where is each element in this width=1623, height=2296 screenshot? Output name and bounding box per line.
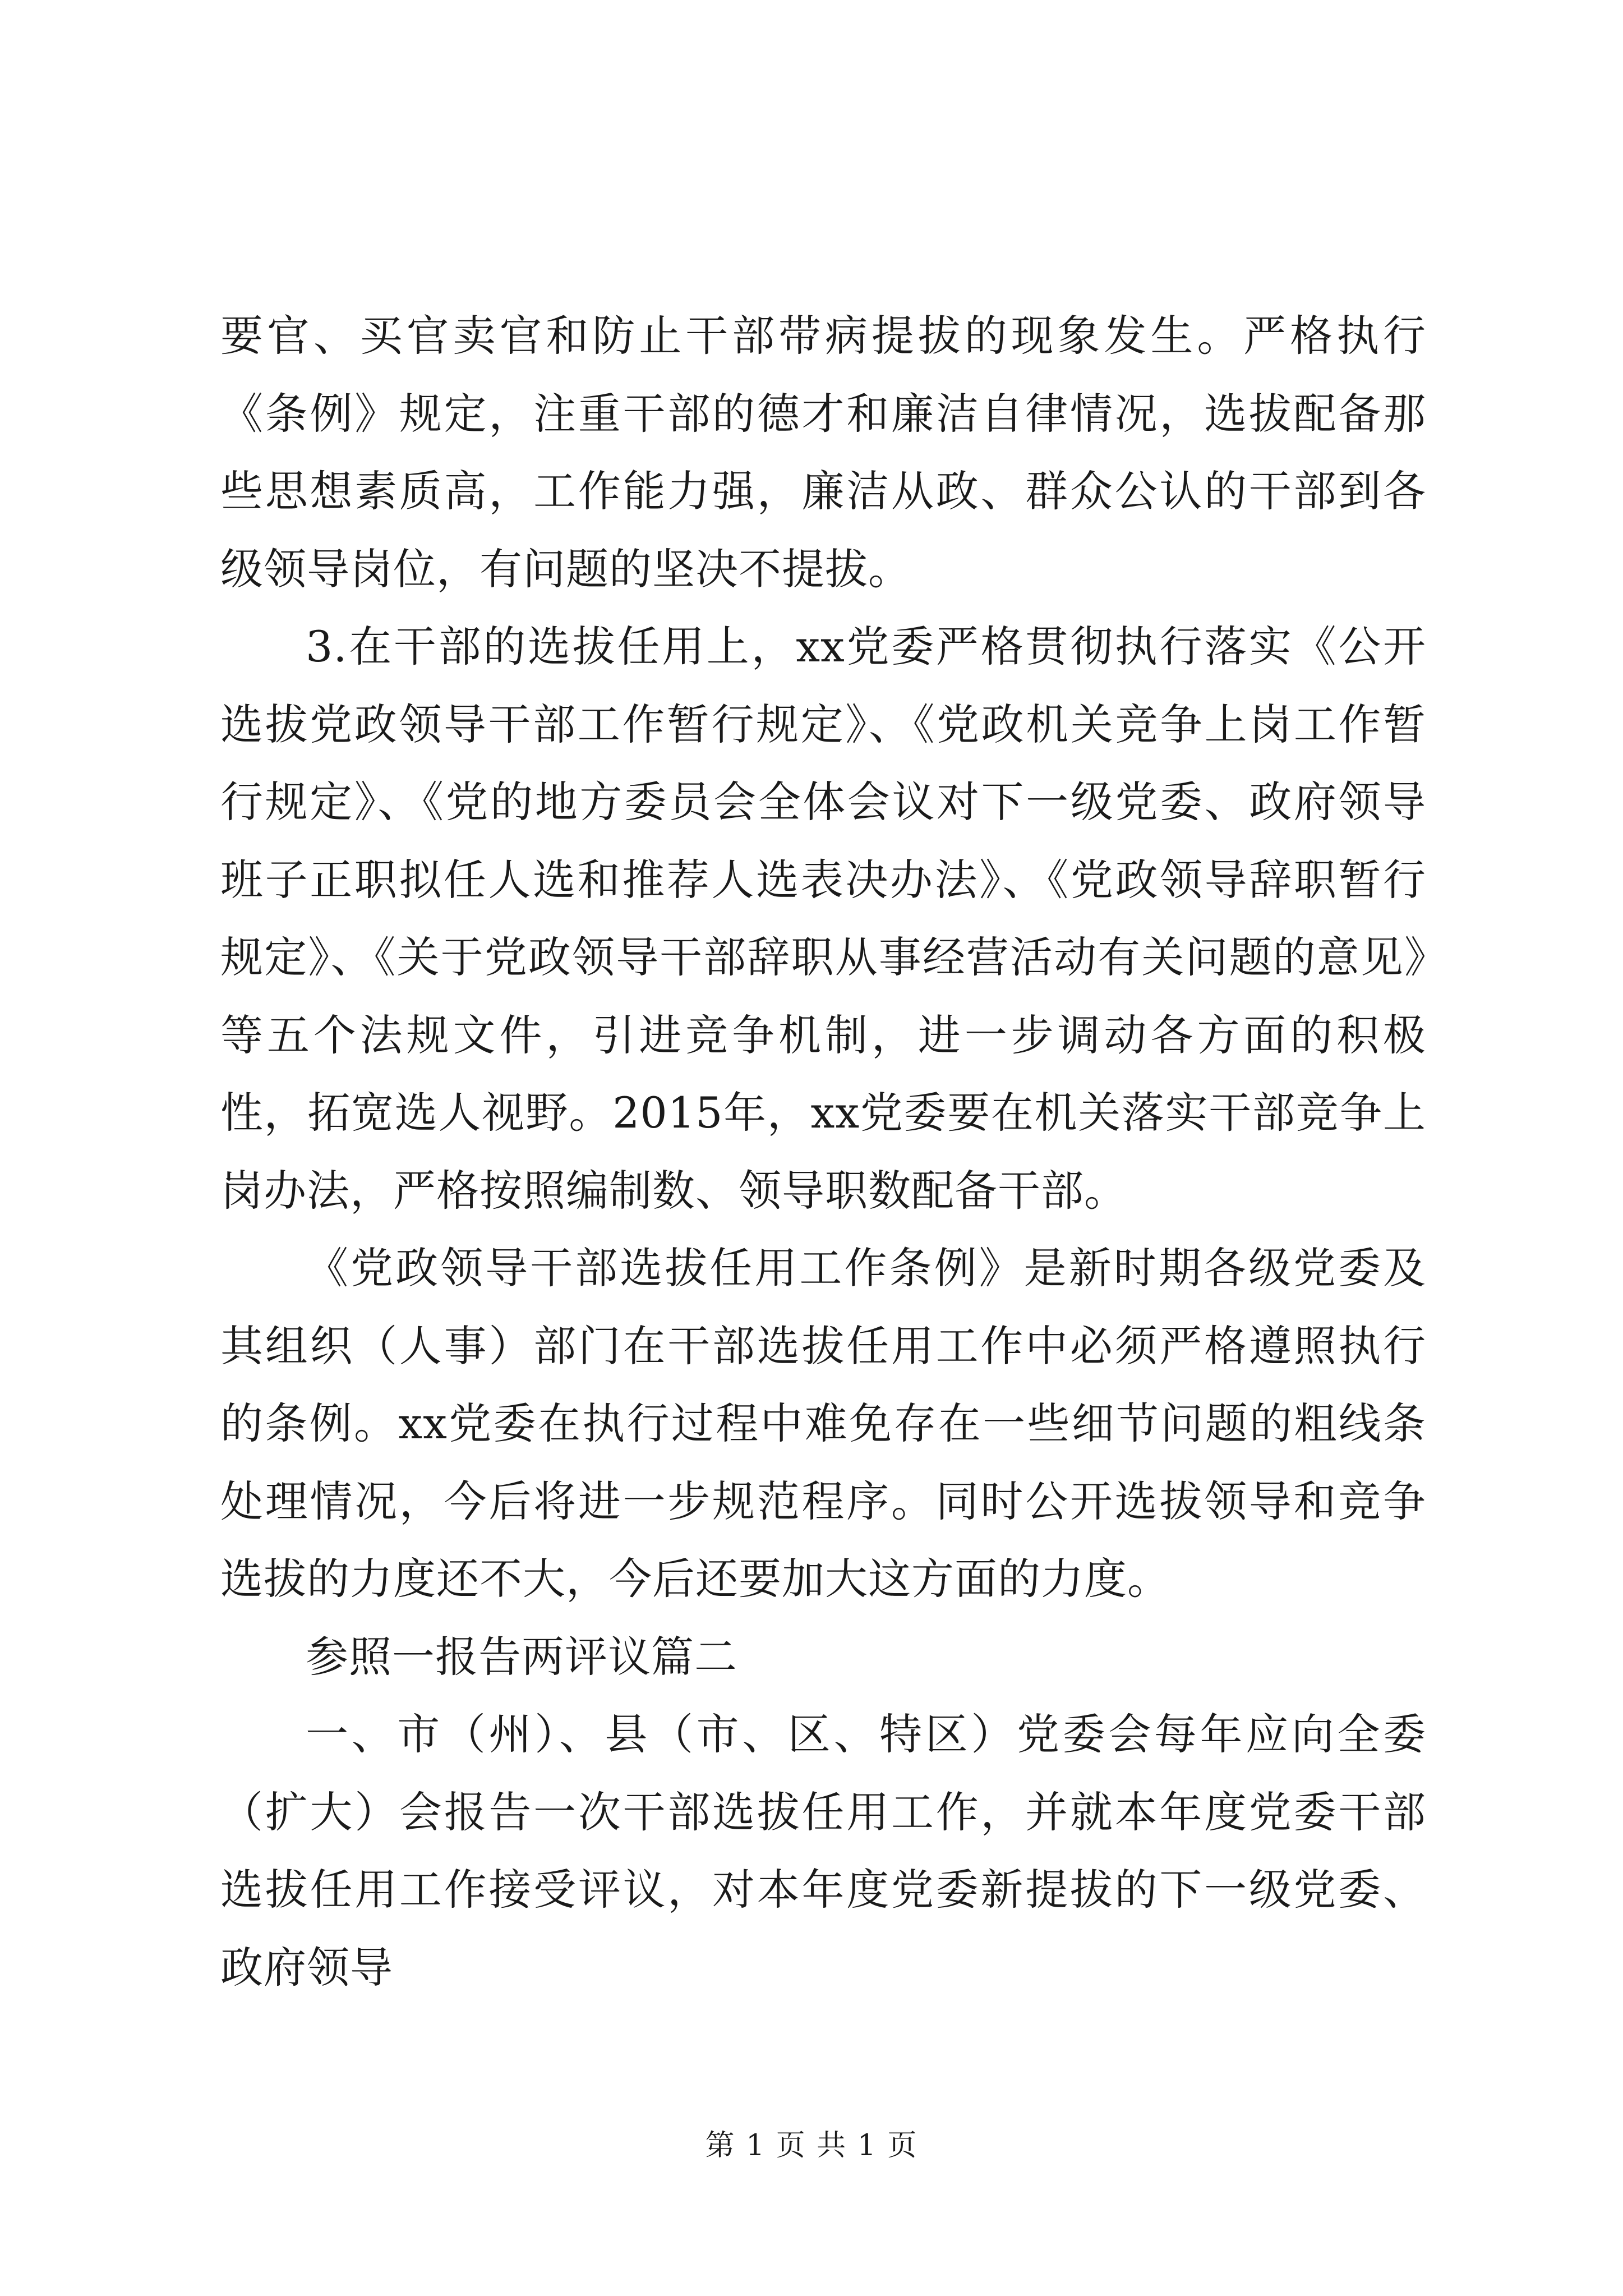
document-body — [220, 297, 1426, 2007]
paragraph-item-3: 3.在干部的选拔任用上，xx党委严格贯彻执行落实《公开选拔党政领导干部工作暂行规定》、《党政机关竞争上岗工作暂行规定》、《党的地方委员会全体会议对下一级党委、政府领导班子正职拟任人选和推荐人选表决办法》、《党政领导辞职暂行规定》、《关于党政领导干部辞职从事经营活动有关问题的意见》等五个法规文件，引进竞争机制，进一步调动各方面的积极性，拓宽选人视野。2015年，xx党委要在机关落实干部竞争上岗办法，严格按照编制数、领导职数配备干部。 — [220, 622, 1426, 1216]
paragraph-continuation: 要官、买官卖官和防止干部带病提拔的现象发生。严格执行《条例》规定，注重干部的德才和廉洁自律情况，选拔配备那些思想素质高，工作能力强，廉洁从政、群众公认的干部到各级领导岗位，有问题的坚决不提拔。 — [220, 311, 1426, 594]
section-heading: 参照一报告两评议篇二 — [306, 1631, 737, 1682]
paragraph-regulation-summary: 《党政领导干部选拔任用工作条例》是新时期各级党委及其组织（人事）部门在干部选拔任用工作中必须严格遵照执行的条例。xx党委在执行过程中难免存在一些细节问题的粗线条处理情况，今后将进一步规范程序。同时公开选拔领导和竞争选拔的力度还不大，今后还要加大这方面的力度。 — [220, 1243, 1426, 1604]
paragraph-section-one: 一、市（州）、县（市、区、特区）党委会每年应向全委（扩大）会报告一次干部选拔任用工作，并就本年度党委干部选拔任用工作接受评议，对本年度党委新提拔的下一级党委、政府领导 — [220, 1709, 1426, 1993]
page-footer: 第 1 页 共 1 页 — [705, 2129, 918, 2162]
